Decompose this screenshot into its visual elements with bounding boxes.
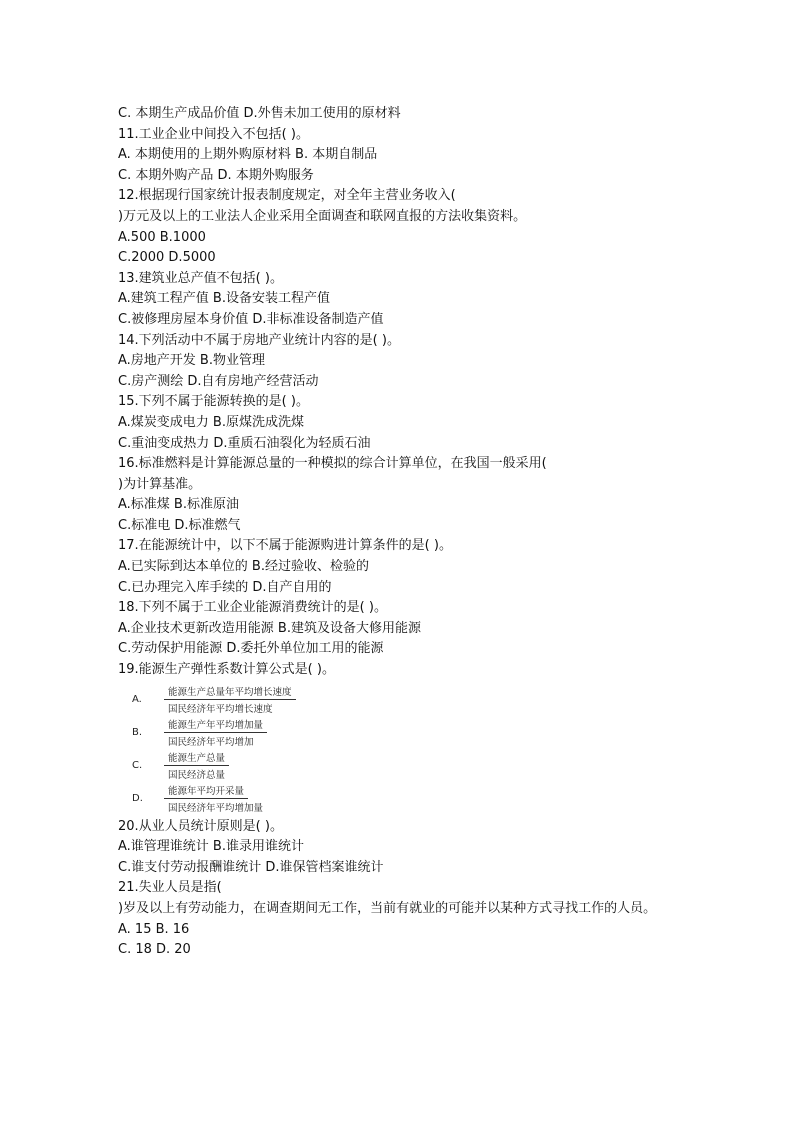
text-line: C.标准电 D.标准燃气: [118, 517, 241, 533]
formula-option: [118, 782, 688, 815]
fraction: [164, 717, 267, 748]
text-line: )万元及以上的工业法人企业采用全面调查和联网直报的方法收集资料。: [118, 208, 527, 224]
text-line: )为计算基准。: [118, 476, 202, 492]
text-line: A. 本期使用的上期外购原材料 B. 本期自制品: [118, 147, 378, 163]
formula-label: B.: [132, 726, 143, 738]
formula-option: [118, 716, 688, 749]
text-line: 13.建筑业总产值不包括( )。: [118, 270, 283, 286]
text-line: 11.工业企业中间投入不包括( )。: [118, 126, 309, 142]
text-line: A.标准煤 B.标准原油: [118, 497, 239, 513]
formula-label: A.: [132, 693, 142, 705]
document-content: [118, 104, 688, 961]
formula-options: [118, 683, 688, 815]
text-line: 12.根据现行国家统计报表制度规定，对全年主营业务收入(: [118, 188, 456, 204]
text-line: 21.失业人员是指(: [118, 880, 222, 896]
text-line: 17.在能源统计中，以下不属于能源购进计算条件的是( )。: [118, 538, 452, 554]
text-line: 14.下列活动中不属于房地产业统计内容的是( )。: [118, 332, 400, 348]
text-line: A.企业技术更新改造用能源 B.建筑及设备大修用能源: [118, 620, 421, 636]
text-line: C.被修理房屋本身价值 D.非标准设备制造产值: [118, 311, 384, 327]
text-line: C.已办理完入库手续的 D.自产自用的: [118, 579, 332, 595]
text-line: A.煤炭变成电力 B.原煤洗成洗煤: [118, 414, 304, 430]
question-21-options: [118, 920, 688, 961]
fraction-numerator: 能源生产总量: [164, 750, 229, 766]
question-lines-mid: [118, 817, 688, 899]
formula-option: [118, 749, 688, 782]
text-line: A.谁管理谁统计 B.谁录用谁统计: [118, 839, 304, 855]
fraction-denominator: 国民经济年平均增长速度: [168, 703, 273, 715]
formula-label: C.: [132, 759, 143, 771]
text-line: A.房地产开发 B.物业管理: [118, 353, 265, 369]
text-line: C. 本期生产成品价值 D.外售未加工使用的原材料: [118, 106, 401, 121]
text-line: C.谁支付劳动报酬谁统计 D.谁保管档案谁统计: [118, 859, 384, 875]
text-line: 15.下列不属于能源转换的是( )。: [118, 394, 309, 410]
text-line: C. 本期外购产品 D. 本期外购服务: [118, 167, 314, 183]
text-line: A.已实际到达本单位的 B.经过验收、检验的: [118, 559, 369, 575]
text-line: A.建筑工程产值 B.设备安装工程产值: [118, 291, 330, 307]
text-line: 20.从业人员统计原则是( )。: [118, 818, 283, 834]
fraction-numerator: 能源生产总量年平均增长速度: [164, 684, 296, 700]
fraction-denominator: 国民经济年平均增加: [168, 736, 254, 748]
text-line: C.劳动保护用能源 D.委托外单位加工用的能源: [118, 641, 384, 657]
text-line: 18.下列不属于工业企业能源消费统计的是( )。: [118, 600, 387, 616]
text-line: C.2000 D.5000: [118, 250, 216, 266]
text-line: 16.标准燃料是计算能源总量的一种模拟的综合计算单位，在我国一般采用(: [118, 456, 547, 472]
question-lines-top: [118, 104, 688, 681]
fraction-denominator: 国民经济年平均增加量: [168, 802, 264, 814]
text-line: A. 15 B. 16: [118, 921, 190, 937]
fraction: [164, 750, 229, 781]
question-21-text: )岁及以上有劳动能力，在调查期间无工作，当前有就业的可能并以某种方式寻找工作的人员。: [118, 901, 657, 916]
formula-label: D.: [132, 792, 143, 804]
text-line: C. 18 D. 20: [118, 942, 191, 958]
text-line: 19.能源生产弹性系数计算公式是( )。: [118, 662, 335, 678]
fraction: [164, 783, 267, 814]
text-line: C.重油变成热力 D.重质石油裂化为轻质石油: [118, 435, 371, 451]
fraction-numerator: 能源年平均开采量: [164, 783, 248, 799]
text-line: A.500 B.1000: [118, 229, 206, 245]
fraction-denominator: 国民经济总量: [168, 769, 226, 781]
fraction-numerator: 能源生产年平均增加量: [164, 717, 267, 733]
formula-option: [118, 683, 688, 716]
fraction: [164, 684, 296, 715]
text-line: C.房产测绘 D.自有房地产经营活动: [118, 373, 319, 389]
